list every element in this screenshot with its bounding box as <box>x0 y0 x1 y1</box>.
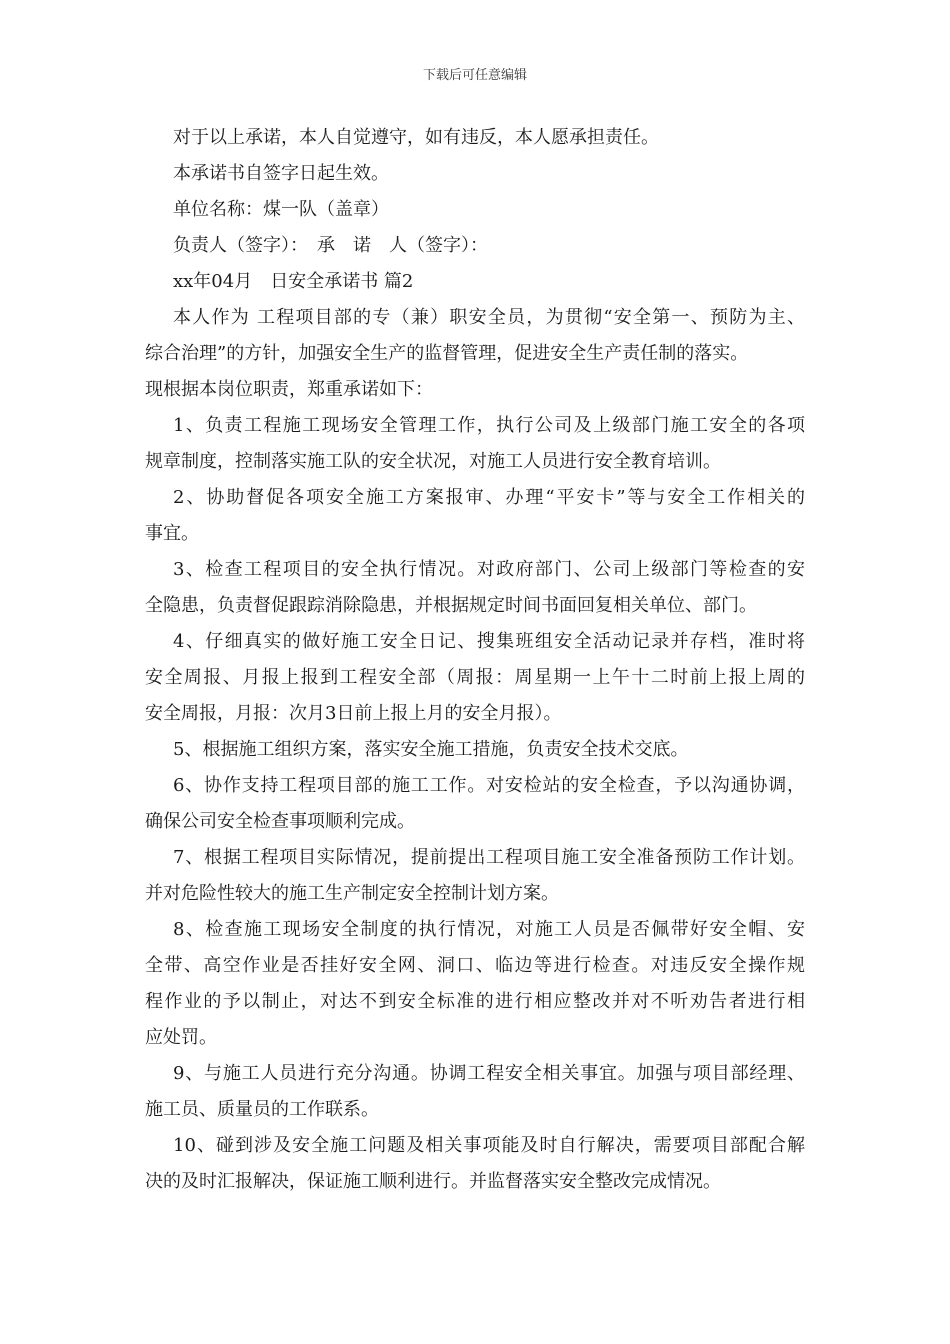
text-line: 8、检查施工现场安全制度的执行情况，对施工人员是否佩带好安全帽、安 <box>173 919 805 940</box>
text-line: 1、负责工程施工现场安全管理工作，执行公司及上级部门施工安全的各项 <box>173 415 805 436</box>
text-line: 3、检查工程项目的安全执行情况。对政府部门、公司上级部门等检查的安 <box>173 559 805 580</box>
text-line: 并对危险性较大的施工生产制定安全控制计划方案。 <box>145 883 559 904</box>
page-header-note: 下载后可任意编辑 <box>422 68 527 83</box>
text-line: 2、协助督促各项安全施工方案报审、办理“平安卡”等与安全工作相关的 <box>173 487 805 508</box>
text-line: 10、碰到涉及安全施工问题及相关事项能及时自行解决，需要项目部配合解 <box>173 1135 805 1156</box>
text-line: 规章制度，控制落实施工队的安全状况，对施工人员进行安全教育培训。 <box>145 451 721 472</box>
text-line: 现根据本岗位职责，郑重承诺如下： <box>145 379 433 400</box>
text-line: 安全周报，月报：次月3日前上报上月的安全月报）。 <box>145 703 562 724</box>
text-line: 程作业的予以制止，对达不到安全标准的进行相应整改并对不听劝告者进行相 <box>145 991 805 1012</box>
text-line: 确保公司安全检查事项顺利完成。 <box>145 811 415 832</box>
text-line: 单位名称：煤一队（盖章） <box>173 199 389 220</box>
text-line: 对于以上承诺，本人自觉遵守，如有违反，本人愿承担责任。 <box>173 127 659 148</box>
text-line: 4、仔细真实的做好施工安全日记、搜集班组安全活动记录并存档，准时将 <box>173 631 805 652</box>
text-line: 应处罚。 <box>145 1027 217 1048</box>
document-body <box>145 120 805 1200</box>
text-line: 7、根据工程项目实际情况，提前提出工程项目施工安全准备预防工作计划。 <box>173 847 805 868</box>
text-line: 全带、高空作业是否挂好安全网、洞口、临边等进行检查。对违反安全操作规 <box>145 955 805 976</box>
text-line: 全隐患，负责督促跟踪消除隐患，并根据规定时间书面回复相关单位、部门。 <box>145 595 757 616</box>
text-line: 5、根据施工组织方案，落实安全施工措施，负责安全技术交底。 <box>173 739 689 760</box>
text-line: 事宜。 <box>145 523 199 544</box>
text-line: 本人作为 工程项目部的专（兼）职安全员，为贯彻“安全第一、预防为主、 <box>173 307 805 328</box>
text-line: 负责人（签字）： 承 诺 人（签字）： <box>173 235 488 256</box>
text-line: 决的及时汇报解决，保证施工顺利进行。并监督落实安全整改完成情况。 <box>145 1171 721 1192</box>
text-line: xx年04月 日安全承诺书 篇2 <box>173 271 414 292</box>
text-line: 安全周报、月报上报到工程安全部（周报：周星期一上午十二时前上报上周的 <box>145 667 805 688</box>
text-line: 本承诺书自签字日起生效。 <box>173 163 389 184</box>
text-line: 综合治理”的方针，加强安全生产的监督管理，促进安全生产责任制的落实。 <box>145 343 749 364</box>
text-line: 9、与施工人员进行充分沟通。协调工程安全相关事宜。加强与项目部经理、 <box>173 1063 805 1084</box>
text-line: 施工员、质量员的工作联系。 <box>145 1099 379 1120</box>
text-line: 6、协作支持工程项目部的施工工作。对安检站的安全检查，予以沟通协调， <box>173 775 805 796</box>
